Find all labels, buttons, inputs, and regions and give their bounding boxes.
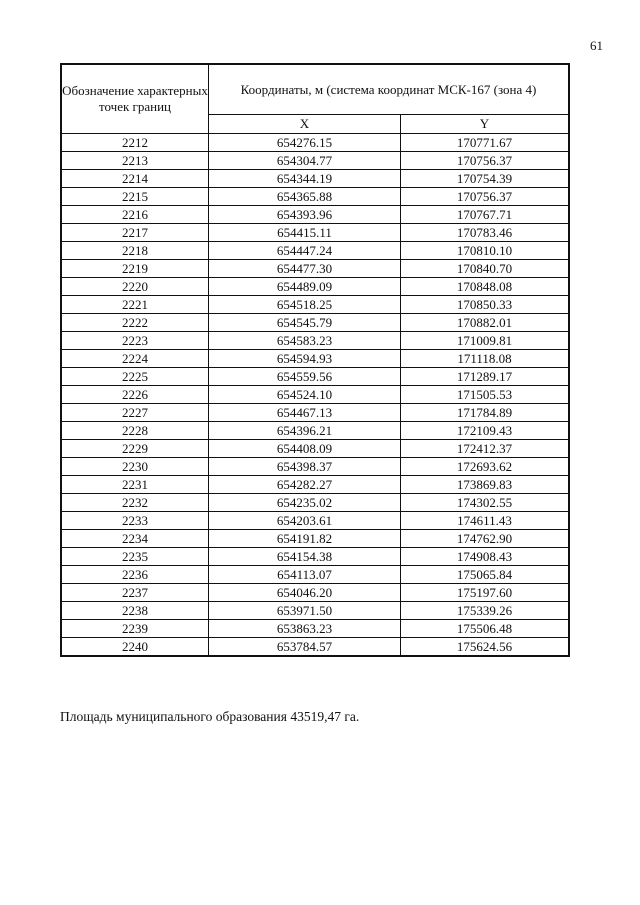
page-number: 61 xyxy=(590,38,603,53)
y-coordinate-cell: 170850.33 xyxy=(401,296,570,314)
x-coordinate-cell: 654154.38 xyxy=(209,548,401,566)
table-row xyxy=(61,296,569,314)
header-point-designation: Обозначение характерных точек границ xyxy=(61,64,209,134)
y-coordinate-cell: 173869.83 xyxy=(401,476,570,494)
point-id-cell: 2224 xyxy=(61,350,209,368)
x-coordinate-cell: 654583.23 xyxy=(209,332,401,350)
table-row xyxy=(61,404,569,422)
y-coordinate-cell: 172412.37 xyxy=(401,440,570,458)
table-row xyxy=(61,170,569,188)
y-coordinate-cell: 170783.46 xyxy=(401,224,570,242)
x-coordinate-cell: 654191.82 xyxy=(209,530,401,548)
header-x: X xyxy=(209,115,401,134)
header-y: Y xyxy=(401,115,570,134)
table-row xyxy=(61,206,569,224)
y-coordinate-cell: 175065.84 xyxy=(401,566,570,584)
y-coordinate-cell: 171784.89 xyxy=(401,404,570,422)
point-id-cell: 2220 xyxy=(61,278,209,296)
y-coordinate-cell: 172109.43 xyxy=(401,422,570,440)
table-row xyxy=(61,134,569,152)
x-coordinate-cell: 654415.11 xyxy=(209,224,401,242)
x-coordinate-cell: 654396.21 xyxy=(209,422,401,440)
point-id-cell: 2228 xyxy=(61,422,209,440)
x-coordinate-cell: 654393.96 xyxy=(209,206,401,224)
point-id-cell: 2215 xyxy=(61,188,209,206)
table-row xyxy=(61,476,569,494)
x-coordinate-cell: 653784.57 xyxy=(209,638,401,657)
table-row xyxy=(61,332,569,350)
table-row xyxy=(61,620,569,638)
y-coordinate-cell: 175506.48 xyxy=(401,620,570,638)
header-coordinates: Координаты, м (система координат МСК-167 (зона 4) xyxy=(209,64,570,115)
point-id-cell: 2216 xyxy=(61,206,209,224)
x-coordinate-cell: 654408.09 xyxy=(209,440,401,458)
y-coordinate-cell: 174908.43 xyxy=(401,548,570,566)
x-coordinate-cell: 654559.56 xyxy=(209,368,401,386)
y-coordinate-cell: 175339.26 xyxy=(401,602,570,620)
point-id-cell: 2231 xyxy=(61,476,209,494)
x-coordinate-cell: 654447.24 xyxy=(209,242,401,260)
table-row xyxy=(61,350,569,368)
table-header xyxy=(61,64,569,134)
x-coordinate-cell: 654046.20 xyxy=(209,584,401,602)
x-coordinate-cell: 653971.50 xyxy=(209,602,401,620)
point-id-cell: 2214 xyxy=(61,170,209,188)
area-note: Площадь муниципального образования 43519,47 га. xyxy=(60,709,360,724)
y-coordinate-cell: 174611.43 xyxy=(401,512,570,530)
y-coordinate-cell: 170840.70 xyxy=(401,260,570,278)
y-coordinate-cell: 170756.37 xyxy=(401,152,570,170)
point-id-cell: 2229 xyxy=(61,440,209,458)
point-id-cell: 2227 xyxy=(61,404,209,422)
x-coordinate-cell: 654365.88 xyxy=(209,188,401,206)
x-coordinate-cell: 654467.13 xyxy=(209,404,401,422)
point-id-cell: 2221 xyxy=(61,296,209,314)
table-row xyxy=(61,260,569,278)
point-id-cell: 2236 xyxy=(61,566,209,584)
point-id-cell: 2225 xyxy=(61,368,209,386)
x-coordinate-cell: 654276.15 xyxy=(209,134,401,152)
table-row xyxy=(61,548,569,566)
y-coordinate-cell: 174762.90 xyxy=(401,530,570,548)
point-id-cell: 2234 xyxy=(61,530,209,548)
table-row xyxy=(61,422,569,440)
point-id-cell: 2213 xyxy=(61,152,209,170)
table-row xyxy=(61,152,569,170)
y-coordinate-cell: 170848.08 xyxy=(401,278,570,296)
y-coordinate-cell: 170810.10 xyxy=(401,242,570,260)
point-id-cell: 2233 xyxy=(61,512,209,530)
x-coordinate-cell: 654203.61 xyxy=(209,512,401,530)
x-coordinate-cell: 654398.37 xyxy=(209,458,401,476)
x-coordinate-cell: 654235.02 xyxy=(209,494,401,512)
y-coordinate-cell: 171009.81 xyxy=(401,332,570,350)
table-row xyxy=(61,386,569,404)
table-row xyxy=(61,368,569,386)
x-coordinate-cell: 654282.27 xyxy=(209,476,401,494)
x-coordinate-cell: 654304.77 xyxy=(209,152,401,170)
y-coordinate-cell: 174302.55 xyxy=(401,494,570,512)
point-id-cell: 2223 xyxy=(61,332,209,350)
y-coordinate-cell: 170756.37 xyxy=(401,188,570,206)
table-row xyxy=(61,530,569,548)
x-coordinate-cell: 654524.10 xyxy=(209,386,401,404)
table-row xyxy=(61,224,569,242)
table-row xyxy=(61,602,569,620)
x-coordinate-cell: 654489.09 xyxy=(209,278,401,296)
x-coordinate-cell: 654545.79 xyxy=(209,314,401,332)
point-id-cell: 2218 xyxy=(61,242,209,260)
x-coordinate-cell: 654518.25 xyxy=(209,296,401,314)
point-id-cell: 2230 xyxy=(61,458,209,476)
y-coordinate-cell: 170767.71 xyxy=(401,206,570,224)
table-row xyxy=(61,278,569,296)
table-row xyxy=(61,242,569,260)
y-coordinate-cell: 172693.62 xyxy=(401,458,570,476)
point-id-cell: 2238 xyxy=(61,602,209,620)
table-row xyxy=(61,314,569,332)
point-id-cell: 2232 xyxy=(61,494,209,512)
x-coordinate-cell: 654477.30 xyxy=(209,260,401,278)
table-row xyxy=(61,584,569,602)
y-coordinate-cell: 170754.39 xyxy=(401,170,570,188)
point-id-cell: 2219 xyxy=(61,260,209,278)
y-coordinate-cell: 170771.67 xyxy=(401,134,570,152)
coordinates-table xyxy=(60,63,570,657)
x-coordinate-cell: 654594.93 xyxy=(209,350,401,368)
y-coordinate-cell: 171118.08 xyxy=(401,350,570,368)
x-coordinate-cell: 653863.23 xyxy=(209,620,401,638)
y-coordinate-cell: 170882.01 xyxy=(401,314,570,332)
point-id-cell: 2237 xyxy=(61,584,209,602)
table-row xyxy=(61,188,569,206)
table-body xyxy=(61,134,569,657)
table-row xyxy=(61,512,569,530)
table-row xyxy=(61,494,569,512)
point-id-cell: 2226 xyxy=(61,386,209,404)
y-coordinate-cell: 171505.53 xyxy=(401,386,570,404)
point-id-cell: 2240 xyxy=(61,638,209,657)
point-id-cell: 2212 xyxy=(61,134,209,152)
table-row xyxy=(61,566,569,584)
y-coordinate-cell: 171289.17 xyxy=(401,368,570,386)
table-row xyxy=(61,638,569,657)
x-coordinate-cell: 654113.07 xyxy=(209,566,401,584)
x-coordinate-cell: 654344.19 xyxy=(209,170,401,188)
point-id-cell: 2217 xyxy=(61,224,209,242)
point-id-cell: 2239 xyxy=(61,620,209,638)
table-row xyxy=(61,440,569,458)
point-id-cell: 2235 xyxy=(61,548,209,566)
point-id-cell: 2222 xyxy=(61,314,209,332)
table-row xyxy=(61,458,569,476)
y-coordinate-cell: 175197.60 xyxy=(401,584,570,602)
y-coordinate-cell: 175624.56 xyxy=(401,638,570,657)
